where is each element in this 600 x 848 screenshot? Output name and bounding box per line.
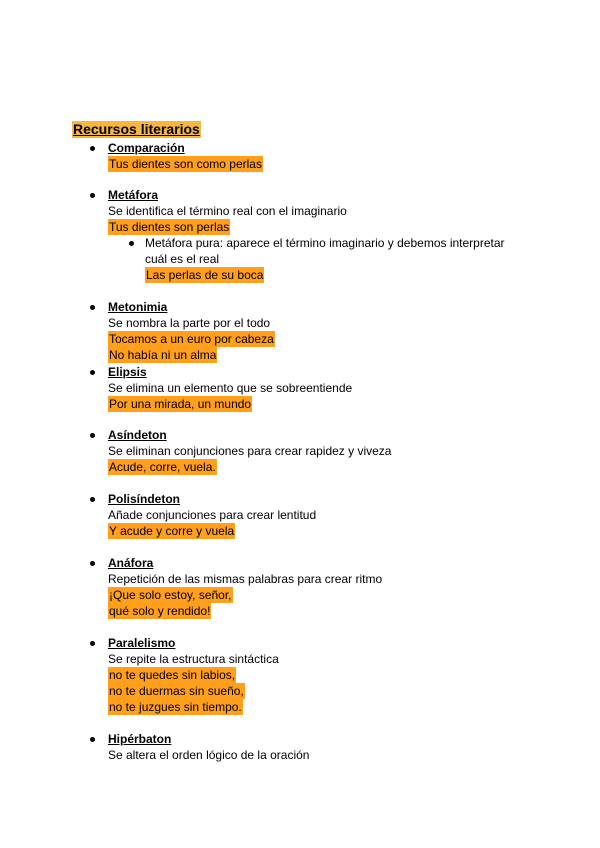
example-text: Las perlas de su boca xyxy=(146,268,264,282)
example-text: ¡Que solo estoy, señor, xyxy=(109,588,232,602)
bullet-icon xyxy=(90,561,95,566)
example-text: Y acude y corre y vuela xyxy=(109,524,235,538)
example-text: no te duermas sin sueño, xyxy=(109,684,244,698)
sub-bullet-icon xyxy=(129,241,134,246)
bullet-icon xyxy=(90,146,95,151)
example-text: No había ni un alma xyxy=(109,348,217,362)
bullet-icon xyxy=(90,497,95,502)
example-text: no te juzgues sin tiempo. xyxy=(109,700,242,714)
device-description: Se altera el orden lógico de la oración xyxy=(108,748,310,762)
device-name: Comparación xyxy=(108,141,185,155)
bullet-icon xyxy=(90,737,95,742)
device-description: Se elimina un elemento que se sobreentiende xyxy=(108,381,353,395)
example-text: Tus dientes son perlas xyxy=(109,220,230,234)
sub-item-text: Metáfora pura: aparece el término imaginario y debemos interpretar xyxy=(145,236,505,250)
bullet-icon xyxy=(90,305,95,310)
device-description: Añade conjunciones para crear lentitud xyxy=(108,508,317,522)
device-name: Hipérbaton xyxy=(108,732,172,746)
device-name: Metáfora xyxy=(108,188,159,202)
device-description: Se repite la estructura sintáctica xyxy=(108,652,279,666)
device-name: Asíndeton xyxy=(108,428,167,442)
device-description: Repetición de las mismas palabras para crear ritmo xyxy=(108,572,383,586)
bullet-icon xyxy=(90,433,95,438)
example-text: Por una mirada, un mundo xyxy=(109,397,252,411)
device-name: Elipsis xyxy=(108,365,147,379)
sub-item-text: cuál es el real xyxy=(145,252,220,266)
bullet-icon xyxy=(90,641,95,646)
device-description: Se identifica el término real con el imaginario xyxy=(108,204,347,218)
device-name: Metonimia xyxy=(108,300,168,314)
device-name: Paralelismo xyxy=(108,636,176,650)
example-text: Tocamos a un euro por cabeza xyxy=(109,332,274,346)
example-text: Tus dientes son como perlas xyxy=(109,157,262,171)
example-text: qué solo y rendido! xyxy=(109,604,211,618)
bullet-icon xyxy=(90,370,95,375)
example-text: no te quedes sin labios, xyxy=(109,668,236,682)
device-name: Anáfora xyxy=(108,556,154,570)
device-name: Polisíndeton xyxy=(108,492,180,506)
page-title: Recursos literarios xyxy=(73,121,200,137)
device-description: Se eliminan conjunciones para crear rapidez y viveza xyxy=(108,444,392,458)
device-description: Se nombra la parte por el todo xyxy=(108,316,271,330)
bullet-icon xyxy=(90,193,95,198)
example-text: Acude, corre, vuela. xyxy=(109,460,216,474)
